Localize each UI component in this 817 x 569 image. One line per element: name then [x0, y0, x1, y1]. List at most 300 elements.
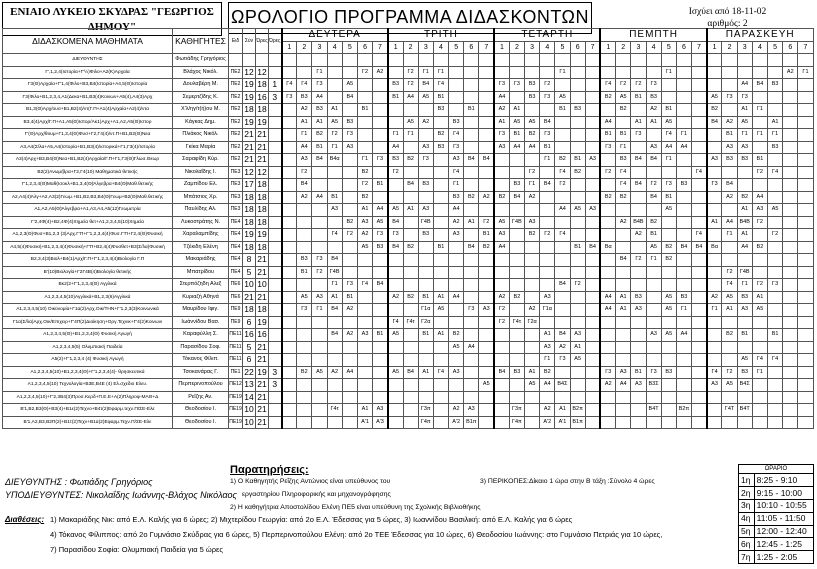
period-cell: Β3 — [433, 141, 448, 154]
period-cell — [373, 254, 388, 267]
period-cell — [600, 179, 615, 192]
subject-cell: Α1,2,3,4,5(10) Οικονομία+Γ1α(2)Αρχ.Οικ/ΤΗΝ+Γ'1,2,3(3)Κοινωνικά — [3, 304, 173, 317]
period-cell — [600, 341, 615, 354]
total-hours-cell: 5 — [243, 266, 256, 279]
teacher-cell: Νικολαΐδης Ι. — [173, 166, 229, 179]
period-cell — [282, 179, 297, 192]
period-cell: Γ2α — [418, 316, 433, 329]
period-cell — [752, 229, 767, 242]
period-cell: Γ1 — [752, 366, 767, 379]
teacher-cell: Βλάχος Νικόλ. — [173, 66, 229, 79]
period-cell — [722, 341, 737, 354]
period-cell — [646, 416, 661, 429]
school-name-line2: ΔΗΜΟΥ" — [87, 21, 137, 33]
period-cell — [646, 166, 661, 179]
period-cell: Γ4 — [555, 229, 570, 242]
period-cell: Α'2 — [449, 416, 464, 429]
period-cell: Β4 — [297, 179, 312, 192]
period-cell — [737, 66, 752, 79]
period-cell — [297, 54, 312, 67]
period-cell: Β1 — [646, 229, 661, 242]
period-cell: Γ2 — [357, 66, 372, 79]
spec-cell: ΠΕ3 — [229, 179, 243, 192]
period-cell — [722, 166, 737, 179]
period-cell — [494, 266, 509, 279]
total-hours-cell: 8 — [243, 254, 256, 267]
period-cell — [676, 391, 691, 404]
period-cell — [388, 391, 403, 404]
period-cell: Γ2 — [600, 166, 615, 179]
spec-cell: ΠΕ4 — [229, 254, 243, 267]
period-cell — [570, 129, 585, 142]
period-cell: Β4 — [327, 304, 342, 317]
period-cell — [707, 204, 722, 217]
period-cell: Γ1 — [525, 179, 540, 192]
period-cell — [692, 354, 707, 367]
period-cell: Α3 — [707, 379, 722, 392]
period-cell: Α4 — [312, 191, 327, 204]
period-cell — [631, 329, 646, 342]
period-header: 5 — [449, 41, 464, 54]
period-cell — [312, 229, 327, 242]
period-cell — [388, 266, 403, 279]
period-cell — [783, 229, 798, 242]
spec-cell: ΠΕ3 — [229, 166, 243, 179]
hours-cell: 21 — [257, 154, 267, 165]
period-cell: Α3 — [570, 329, 585, 342]
period-cell: Γ2 — [722, 366, 737, 379]
period-cell — [798, 54, 813, 67]
period-cell — [707, 341, 722, 354]
spec-cell: ΠΕ6 — [229, 291, 243, 304]
period-cell — [433, 379, 448, 392]
period-cell — [570, 266, 585, 279]
subject-cell: Β1,3(Θ)Αρχ/ουσ+Β1,Β2(4)/ντ(Γ.Π+Α1(4)Αρχαία+Α2(4)/ντα — [3, 104, 173, 117]
period-cell — [464, 354, 479, 367]
total-hours-cell: 10 — [244, 279, 254, 290]
period-cell: Α1 — [433, 329, 448, 342]
period-cell — [783, 354, 798, 367]
period-cell: Β3 — [418, 179, 433, 192]
period-cell: Α1 — [418, 366, 433, 379]
period-cell — [282, 191, 297, 204]
period-cell: Β3 — [509, 366, 524, 379]
period-cell: Β4 — [540, 116, 555, 129]
teacher-row — [3, 191, 814, 204]
period-cell — [798, 379, 813, 392]
period-cell — [722, 54, 737, 67]
period-cell — [768, 91, 783, 104]
extra-hours-cell — [269, 341, 282, 354]
period-cell — [357, 366, 372, 379]
period-cell — [312, 341, 327, 354]
period-cell — [661, 216, 676, 229]
period-cell — [737, 316, 752, 329]
period-cell — [357, 304, 372, 317]
period-cell — [403, 354, 418, 367]
teacher-cell: Τζέκιδη Ελένη — [173, 241, 229, 254]
period-cell — [373, 341, 388, 354]
period-cell: Γ2 — [342, 229, 357, 242]
period-cell — [403, 229, 418, 242]
period-header: 6 — [783, 41, 798, 54]
period-cell — [479, 266, 494, 279]
teacher-row — [3, 404, 814, 417]
period-cell — [783, 254, 798, 267]
period-cell: Β1 — [661, 191, 676, 204]
period-cell: Γ2α — [525, 316, 540, 329]
period-cell — [798, 291, 813, 304]
period-cell — [585, 341, 600, 354]
period-cell — [449, 254, 464, 267]
period-cell: Γ1 — [297, 129, 312, 142]
period-cell: Β4 — [418, 79, 433, 92]
period-cell — [692, 179, 707, 192]
period-cell: Γ4Τ — [722, 404, 737, 417]
period-cell: Γ2 — [540, 79, 555, 92]
day-header: ΤΡΙΤΗ — [388, 29, 494, 42]
period-cell: Γ2 — [616, 79, 631, 92]
period-cell — [555, 116, 570, 129]
period-cell: Γ3 — [600, 141, 615, 154]
period-cell: Α1 — [631, 116, 646, 129]
period-cell — [783, 279, 798, 292]
period-cell: Β4α — [327, 154, 342, 167]
period-cell — [570, 391, 585, 404]
period-cell: Α5 — [388, 366, 403, 379]
total-hours-cell: 19 — [244, 116, 254, 127]
period-cell: Γ2 — [631, 79, 646, 92]
subject-cell: Γ'(Θ)Αρχ/θουμ+Γ1,3,4(Θ)Φυσ+Γ2,Γ4(4)/ντ.Π+Β1,Β2(Θ)Νεα — [3, 129, 173, 142]
period-cell — [707, 354, 722, 367]
period-cell: Γ4 — [692, 229, 707, 242]
period-cell: Β4Σ — [737, 379, 752, 392]
period-cell — [297, 229, 312, 242]
period-cell — [327, 79, 342, 92]
period-cell — [676, 416, 691, 429]
period-cell: Α1 — [297, 116, 312, 129]
period-cell — [752, 379, 767, 392]
period-cell: Α5 — [661, 329, 676, 342]
period-cell: Α3 — [707, 154, 722, 167]
period-cell: Γ3 — [312, 79, 327, 92]
teacher-row — [3, 391, 814, 404]
period-cell: Γ1 — [798, 66, 813, 79]
teacher-cell: Χαραλαμπίδης — [173, 229, 229, 242]
period-cell — [494, 354, 509, 367]
total-hours-cell: 13 — [244, 379, 254, 390]
period-cell — [616, 329, 631, 342]
period-cell — [282, 416, 297, 429]
period-cell: Γ1 — [737, 129, 752, 142]
period-cell: Β4 — [631, 154, 646, 167]
period-cell — [282, 141, 297, 154]
period-cell — [783, 79, 798, 92]
period-cell — [798, 354, 813, 367]
period-cell — [570, 316, 585, 329]
period-cell — [692, 404, 707, 417]
period-cell — [525, 416, 540, 429]
hours-cell: 18 — [257, 216, 267, 227]
period-cell — [540, 241, 555, 254]
period-cell — [464, 391, 479, 404]
hours-cell: 19 — [257, 116, 267, 127]
period-cell — [494, 254, 509, 267]
period-header: 4 — [433, 41, 448, 54]
period-cell — [661, 416, 676, 429]
period-cell — [768, 379, 783, 392]
period-cell — [646, 341, 661, 354]
period-cell — [646, 129, 661, 142]
period-cell: Α1 — [525, 366, 540, 379]
remark-3: 3) ΠΕΡΙΚΟΠΕΣ:Δίκαιο 1 ώρα στην Β τάξη :Σύνολο 4 ώρες — [480, 478, 655, 485]
period-cell — [585, 116, 600, 129]
period-cell — [418, 104, 433, 117]
period-cell — [327, 241, 342, 254]
period-cell: Γ2 — [631, 254, 646, 267]
period-cell: Α2 — [449, 216, 464, 229]
period-cell: Α3 — [479, 304, 494, 317]
period-cell: Γ1 — [768, 129, 783, 142]
period-time: 8:25 - 9:10 — [754, 474, 813, 487]
period-cell — [646, 66, 661, 79]
period-cell — [737, 416, 752, 429]
bell-row — [739, 551, 814, 564]
period-header: 5 — [661, 41, 676, 54]
period-cell — [600, 316, 615, 329]
hours-cell: 21 — [257, 416, 267, 427]
period-header: 7 — [479, 41, 494, 54]
total-hours-cell: 19 — [244, 79, 254, 90]
period-cell — [707, 54, 722, 67]
day-header: ΠΕΜΠΤΗ — [600, 29, 706, 42]
period-cell — [768, 266, 783, 279]
subject-cell: Β'1,Β2,Β3(Θ)+Β3(4)+Β1ε(2)Τεχνο+Β4τ(2)Εφαρμ.τεχν.Π/ΣΕ-Ελε — [3, 404, 173, 417]
period-cell — [357, 54, 372, 67]
period-cell — [540, 54, 555, 67]
period-cell: Α1 — [357, 404, 372, 417]
period-cell — [433, 154, 448, 167]
subject-cell: Α1,Α2,Α5(Θ)Άλγεβρα+Α1,Α3,Α4,Α5(12)Γεωμετρία — [3, 204, 173, 217]
period-cell: Γ3 — [373, 229, 388, 242]
period-cell — [600, 279, 615, 292]
hours-cell: 21 — [257, 404, 267, 415]
period-cell — [297, 391, 312, 404]
period-cell — [312, 54, 327, 67]
extra-hours-cell — [269, 129, 282, 142]
spec-cell: ΠΕ2 — [229, 91, 243, 104]
period-cell — [282, 154, 297, 167]
period-cell — [707, 79, 722, 92]
period-cell: Α1 — [616, 291, 631, 304]
period-cell: Β4 — [464, 154, 479, 167]
period-cell: Β1 — [570, 241, 585, 254]
period-cell — [494, 54, 509, 67]
subjects-header: ΔΙΔΑΣΚΟΜΕΝΑ ΜΑΘΗΜΑΤΑ — [3, 29, 173, 54]
period-cell — [479, 104, 494, 117]
total-header: Σύν — [243, 29, 256, 54]
period-cell: Α2 — [707, 291, 722, 304]
period-cell: Α3 — [449, 154, 464, 167]
period-cell — [388, 379, 403, 392]
period-cell — [388, 304, 403, 317]
period-cell: Α1 — [312, 116, 327, 129]
period-cell — [768, 66, 783, 79]
period-cell: Β4 — [342, 91, 357, 104]
period-cell: Γ1 — [737, 279, 752, 292]
period-cell: Γ4Β — [509, 216, 524, 229]
period-cell: Α4 — [525, 141, 540, 154]
period-cell — [676, 54, 691, 67]
period-cell: Α5 — [388, 329, 403, 342]
total-hours-cell: 22 — [244, 366, 254, 377]
period-cell — [312, 354, 327, 367]
extra-hours-cell — [269, 179, 282, 192]
period-cell: Γ1 — [752, 104, 767, 117]
period-cell — [616, 116, 631, 129]
period-cell: Β3 — [737, 366, 752, 379]
extra-hours-cell — [269, 404, 282, 417]
period-cell — [783, 379, 798, 392]
period-cell — [707, 316, 722, 329]
period-cell — [373, 141, 388, 154]
extra-hours-cell — [269, 254, 282, 267]
period-header: 3 — [312, 41, 327, 54]
period-cell: Α5 — [661, 116, 676, 129]
period-cell — [479, 116, 494, 129]
period-cell: Β1 — [600, 129, 615, 142]
extra-hours-cell — [269, 104, 282, 117]
period-cell — [525, 404, 540, 417]
period-cell — [631, 191, 646, 204]
period-cell — [646, 316, 661, 329]
period-cell — [464, 254, 479, 267]
period-cell: Α5 — [661, 291, 676, 304]
period-cell: Α5 — [357, 241, 372, 254]
period-cell — [509, 154, 524, 167]
period-header: 3 — [631, 41, 646, 54]
period-cell: Β1 — [357, 104, 372, 117]
duties-line1: 1) Μακαριάδης Νικ: από Ε.Λ. Καλής για 6 ώρες; 2) Μιχτερίδου Γεωργία: από 2ο Ε.Λ. Έδεσσας για 5 ώρες, 3) Ιωαννίδου Βασιλική: από Ε.Λ. Καλής για 6 ώρες — [50, 515, 573, 524]
period-cell — [464, 266, 479, 279]
period-cell: Γ4 — [357, 279, 372, 292]
period-cell — [585, 391, 600, 404]
period-cell — [676, 316, 691, 329]
period-cell — [692, 191, 707, 204]
period-time: 1:25 - 2:05 — [754, 551, 813, 564]
period-cell — [494, 404, 509, 417]
period-cell: Β4Β — [631, 216, 646, 229]
period-time: 12:45 - 1:25 — [754, 538, 813, 551]
period-cell — [540, 66, 555, 79]
period-cell — [327, 316, 342, 329]
period-cell — [676, 166, 691, 179]
period-cell — [555, 291, 570, 304]
teacher-cell: Θεοδοσίου Ι. — [173, 404, 229, 417]
period-cell — [555, 316, 570, 329]
period-cell — [722, 254, 737, 267]
period-cell — [570, 79, 585, 92]
period-cell — [433, 179, 448, 192]
period-cell: Α1 — [737, 204, 752, 217]
period-cell — [692, 141, 707, 154]
period-cell: Β2 — [357, 166, 372, 179]
period-cell: Β2 — [449, 329, 464, 342]
period-cell: Β3 — [388, 154, 403, 167]
extra-hours-cell — [269, 191, 282, 204]
period-cell: Α1 — [555, 404, 570, 417]
period-cell: Β1 — [768, 329, 783, 342]
period-cell — [631, 316, 646, 329]
period-cell: Β3 — [737, 154, 752, 167]
period-cell: Γ1 — [540, 154, 555, 167]
period-cell: Β3 — [646, 91, 661, 104]
period-cell — [585, 304, 600, 317]
period-cell — [676, 279, 691, 292]
total-hours-cell — [243, 54, 256, 67]
period-cell — [297, 241, 312, 254]
period-cell: Α2 — [357, 229, 372, 242]
hours-cell: 18 — [257, 241, 267, 252]
duties-line2: 4) Τόκανος Φίλιππος: από 2ο Γυμνάσιο Σκύδρας για 6 ώρες, 5) Περπερινοπούλου Ελένη: από 2ο ΤΕΕ Έδεσσας για 10 ώρες, 6) Θεοδοσίου Ιωάννης: στο Γυμνάσιο Πετριάς για 10 ώρες, — [50, 530, 663, 539]
period-cell — [661, 166, 676, 179]
spec-cell: ΠΕ12 — [229, 379, 243, 392]
period-cell: Γ1 — [327, 141, 342, 154]
spec-cell: ΠΕ1 — [229, 366, 243, 379]
period-cell — [555, 54, 570, 67]
period-cell — [600, 354, 615, 367]
hours-cell: 21 — [257, 129, 267, 140]
period-cell — [418, 241, 433, 254]
spec-cell — [229, 54, 243, 67]
page-title: ΩΡΟΛΟΓΙΟ ΠΡΟΓΡΑΜΜΑ ΔΙΔΑΣΚΟΝΤΩΝ — [228, 2, 592, 34]
period-cell: Α3 — [525, 216, 540, 229]
period-cell: Α2 — [631, 229, 646, 242]
period-cell — [783, 329, 798, 342]
teacher-cell: Ζαμπίδου Ελ. — [173, 179, 229, 192]
period-cell — [768, 404, 783, 417]
period-cell — [418, 379, 433, 392]
period-cell — [479, 141, 494, 154]
period-header: 6 — [357, 41, 372, 54]
period-cell — [737, 179, 752, 192]
subject-cell: Α3,Α4(Σ/λα+Α5,Α4(Ιστορία+Β1,Β3(4)/ιστορικά+Γ1,Γ3(4)/Ιστορία — [3, 141, 173, 154]
period-cell: Α'2 — [540, 416, 555, 429]
period-cell — [585, 254, 600, 267]
period-cell — [525, 254, 540, 267]
period-cell — [509, 341, 524, 354]
subject-cell: ΔΙΕΥΘΥΝΤΗΣ — [3, 54, 173, 67]
period-cell: Γ2 — [752, 166, 767, 179]
period-cell — [342, 416, 357, 429]
period-cell — [403, 391, 418, 404]
period-cell: Α2 — [418, 116, 433, 129]
extra-hours-cell — [269, 304, 282, 317]
period-cell: Α3 — [494, 141, 509, 154]
period-cell — [722, 104, 737, 117]
period-cell: Β4 — [752, 79, 767, 92]
period-cell: Β4 — [388, 216, 403, 229]
period-cell: Γ2 — [479, 216, 494, 229]
period-cell — [479, 354, 494, 367]
period-cell — [707, 266, 722, 279]
period-cell — [403, 279, 418, 292]
period-cell — [525, 154, 540, 167]
period-cell — [433, 341, 448, 354]
period-cell — [570, 141, 585, 154]
extra-hours-cell — [269, 391, 282, 404]
period-cell: Β1 — [631, 366, 646, 379]
